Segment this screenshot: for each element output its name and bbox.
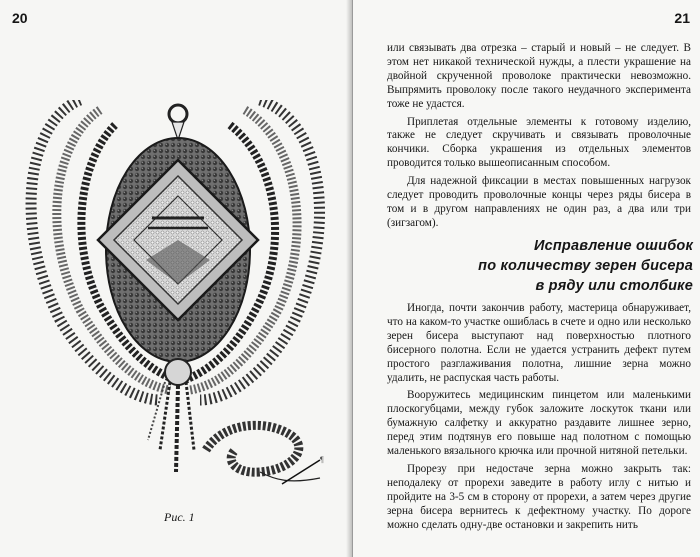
- section-heading: [393, 236, 693, 296]
- paragraph: Приплетая отдельные элементы к готовому изделию, также не следует скручивать и связывать проволочные кончики. Сборка украшения из отдельных элементов проводится только вышеописанным способом.: [387, 115, 691, 170]
- paragraph: Для надежной фиксации в местах повышенных нагрузок следует проводить проволочные концы через ряды бисера в том и в другом направлениях не один раз, а два или три (зигзагом).: [387, 175, 691, 229]
- text-block-bottom: [387, 302, 691, 537]
- page-number-left: 20: [12, 10, 28, 26]
- pendant-tassel: [148, 359, 194, 472]
- heading-line: в ряду или столбике: [535, 278, 693, 294]
- text-block-top: [387, 42, 691, 235]
- figure-mark: ¶: [320, 455, 324, 464]
- paragraph: или связывать два отрезка – старый и новый – не следует. В этом нет никакой технической нужды, а плести украшение на двойной скрученной проволоке практически невозможно. Выпрямить проволоку после такого неудачного эксперимента тоже не удастся.: [387, 42, 691, 110]
- figure-caption: Рис. 1: [164, 510, 195, 524]
- heading-line: Исправление ошибок: [533, 238, 693, 254]
- heading-line: по количеству зерен бисера: [478, 258, 693, 274]
- beaded-rope-sample: [206, 425, 320, 484]
- right-page: [352, 0, 700, 557]
- paragraph: Прорезу при недостаче зерна можно закрыть так: неподалеку от прорехи заведите в работу иглу с нитью и пройдите на 3-5 см в сторону от прорехи, а затем через другие зерна бисера вернитесь к дефектному участку. По дороге можно сделать одну-две остановки и закрепить нить: [387, 462, 691, 531]
- page-number-right: 21: [674, 10, 690, 26]
- paragraph: Иногда, почти закончив работу, мастерица обнаруживает, что на каком-то участке ошиблась в счете и одно или несколько зерен бисера выступают над поверхностью плотного бисерного полотна. Если не удается устранить дефект путем простого разглаживания полотна, лишние зерна можно удалить, не распуская часть работы.: [387, 302, 691, 384]
- clasp-loop: [169, 105, 187, 140]
- paragraph: Вооружитесь медицинским пинцетом или маленькими плоскогубцами, между губок заложите лоскуток ткани или бумажную салфетку и аккуратно раздавите лишнее зерно, перед этим подтянув его повыше над полотном с помощью маленького вязального крючка или прочной нитяной петельки.: [387, 389, 691, 458]
- beaded-necklace-illustration: [20, 100, 340, 490]
